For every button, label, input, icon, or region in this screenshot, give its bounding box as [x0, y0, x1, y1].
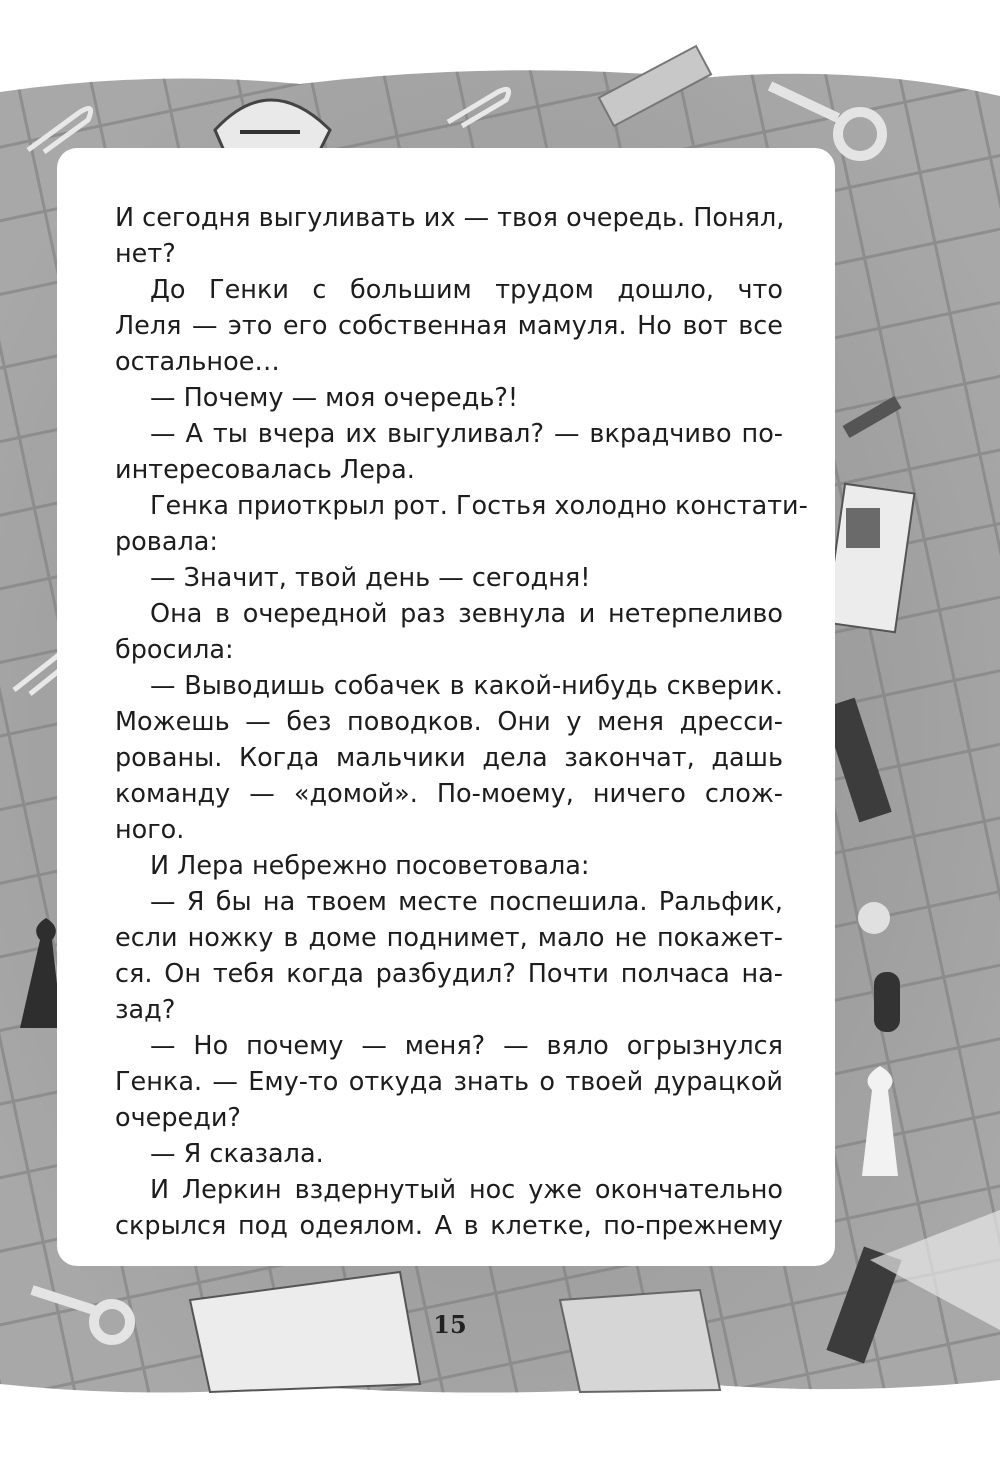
text-line: команду — «домой». По-моему, ничего слож-: [115, 779, 783, 809]
text-line: Леля — это его собственная мамуля. Но вот все: [115, 311, 783, 341]
text-line: — Почему — моя очередь?!: [150, 383, 519, 413]
text-line: И сегодня выгуливать их — твоя очередь. Понял,: [115, 203, 785, 233]
text-line: бросила:: [115, 635, 234, 665]
text-line: — Выводишь собачек в какой-нибудь скверик.: [150, 671, 783, 701]
text-line: Она в очередной раз зевнула и нетерпеливо: [150, 599, 783, 629]
text-line: ного.: [115, 815, 185, 845]
text-line: скрылся под одеялом. А в клетке, по-прежнему: [115, 1211, 783, 1241]
text-line: — Я сказала.: [150, 1139, 324, 1169]
text-line: нет?: [115, 239, 176, 269]
text-line: — А ты вчера их выгуливал? — вкрадчиво по-: [150, 419, 783, 449]
text-line: — Я бы на твоем месте поспешила. Ральфик,: [150, 887, 783, 917]
text-line: — Значит, твой день — сегодня!: [150, 563, 591, 593]
text-line: зад?: [115, 995, 176, 1025]
text-line: Можешь — без поводков. Они у меня дресси-: [115, 707, 783, 737]
text-line: остальное…: [115, 347, 280, 377]
text-line: — Но почему — меня? — вяло огрызнулся: [150, 1031, 783, 1061]
text-line: И Леркин вздернутый нос уже окончательно: [150, 1175, 783, 1205]
text-line: очереди?: [115, 1103, 241, 1133]
text-line: ся. Он тебя когда разбудил? Почти полчаса на-: [115, 959, 783, 989]
text-line: И Лера небрежно посоветовала:: [150, 851, 590, 881]
text-line: Генка приоткрыл рот. Гостья холодно констати-: [150, 491, 808, 521]
text-line: ровала:: [115, 527, 218, 557]
page-number: 15: [433, 1310, 467, 1339]
text-line: До Генки с большим трудом дошло, что: [150, 275, 783, 305]
map-icon: [560, 1290, 720, 1392]
text-card: [57, 148, 835, 1266]
text-line: если ножку в доме поднимет, мало не покажет-: [115, 923, 783, 953]
text-line: Генка. — Ему-то откуда знать о твоей дурацкой: [115, 1067, 783, 1097]
text-line: рованы. Когда мальчики дела закончат, дашь: [115, 743, 783, 773]
text-line: интересовалась Лера.: [115, 455, 415, 485]
